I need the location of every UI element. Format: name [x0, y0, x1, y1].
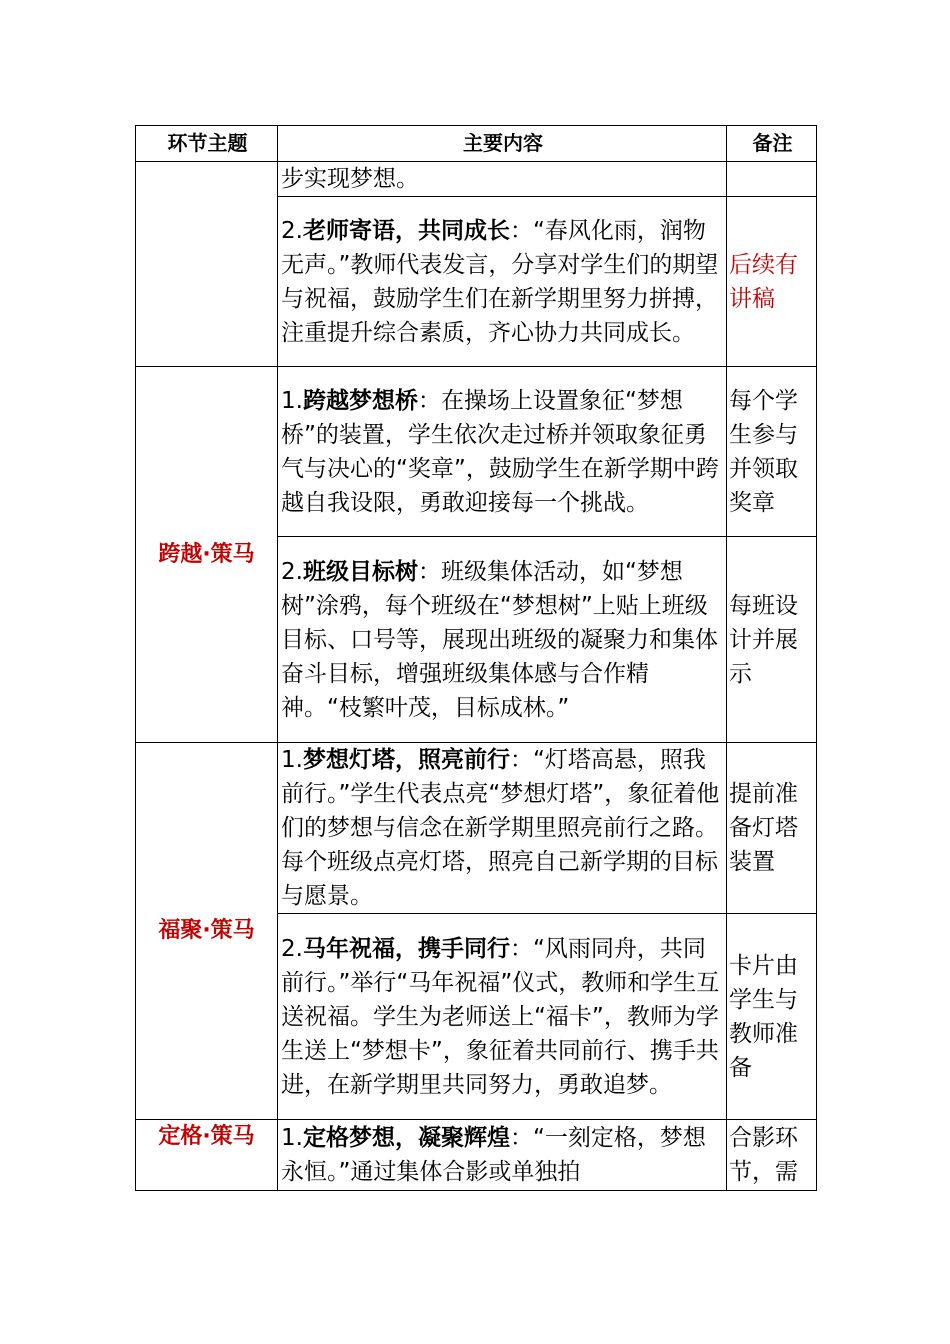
- content-text: ：“风雨同舟，共同前行。”举行“马年祝福”仪式，教师和学生互送祝福。学生为老师送上“福卡”，教师为学生送上“梦想卡”，象征着共同前行、携手共进，在新学期里共同努力，勇敢追梦。: [281, 935, 720, 1098]
- note-cell: 合影环节，需: [727, 1120, 817, 1191]
- content-cell: [278, 162, 727, 197]
- content-text: ：在操场上设置象征“梦想桥”的装置，学生依次走过桥并领取象征勇气与决心的“奖章”，鼓励学生在新学期中跨越自我设限，勇敢迎接每一个挑战。: [281, 387, 719, 516]
- header-note: 备注: [727, 126, 817, 162]
- table-row: [136, 162, 817, 197]
- table-row: [136, 367, 817, 537]
- content-text: ：“灯塔高悬，照我前行。”学生代表点亮“梦想灯塔”，象征着他们的梦想与信念在新学期里照亮前行之路。每个班级点亮灯塔，照亮自己新学期的目标与愿景。: [281, 747, 720, 909]
- content-prefix: 1.: [281, 387, 303, 414]
- content-title: 跨越梦想桥: [302, 387, 418, 414]
- table-header-row: [136, 126, 817, 162]
- content-prefix: 1.: [281, 1125, 303, 1151]
- theme-cell-dingge: 定格·策马: [136, 1120, 278, 1191]
- note-cell: 每班设计并展示: [727, 537, 817, 743]
- activity-plan-table: [135, 125, 817, 1191]
- content-cell: [278, 743, 727, 914]
- content-cell: [278, 367, 727, 537]
- content-cell: [278, 914, 727, 1120]
- note-cell: 后续有讲稿: [727, 197, 817, 367]
- content-prefix: 2.: [281, 217, 303, 244]
- content-cell: [278, 1120, 727, 1191]
- content-title: 马年祝福，携手同行: [302, 935, 510, 962]
- theme-cell-empty: [136, 162, 278, 367]
- table-row: [136, 743, 817, 914]
- content-cell: [278, 197, 727, 367]
- content-prefix: 2.: [281, 935, 303, 962]
- header-theme: 环节主题: [136, 126, 278, 162]
- content-text: ：班级集体活动，如“梦想树”涂鸦，每个班级在“梦想树”上贴上班级目标、口号等，展现出班级的凝聚力和集体奋斗目标，增强班级集体感与合作精神。“枝繁叶茂，目标成林。”: [281, 558, 718, 721]
- note-cell: 卡片由学生与教师准备: [727, 914, 817, 1120]
- content-title: 梦想灯塔，照亮前行: [302, 747, 510, 773]
- content-cell: [278, 537, 727, 743]
- theme-cell-kuayue: 跨越·策马: [136, 367, 278, 743]
- content-title: 班级目标树: [302, 558, 418, 585]
- note-cell: 每个学生参与并领取奖章: [727, 367, 817, 537]
- note-cell: 提前准备灯塔装置: [727, 743, 817, 914]
- content-prefix: 2.: [281, 558, 303, 585]
- content-text: ：“一刻定格，梦想永恒。”通过集体合影或单独拍: [281, 1125, 706, 1185]
- note-cell: [727, 162, 817, 197]
- content-text: 步实现梦想。: [281, 166, 419, 192]
- table-row: [136, 1120, 817, 1191]
- content-prefix: 1.: [281, 747, 303, 773]
- theme-cell-fuju: 福聚·策马: [136, 743, 278, 1120]
- content-title: 定格梦想，凝聚辉煌: [302, 1125, 510, 1151]
- header-content: 主要内容: [278, 126, 727, 162]
- content-text: ：“春风化雨，润物无声。”教师代表发言，分享对学生们的期望与祝福，鼓励学生们在新学期里努力拼搏，注重提升综合素质，齐心协力共同成长。: [281, 217, 719, 346]
- content-title: 老师寄语，共同成长: [302, 217, 510, 244]
